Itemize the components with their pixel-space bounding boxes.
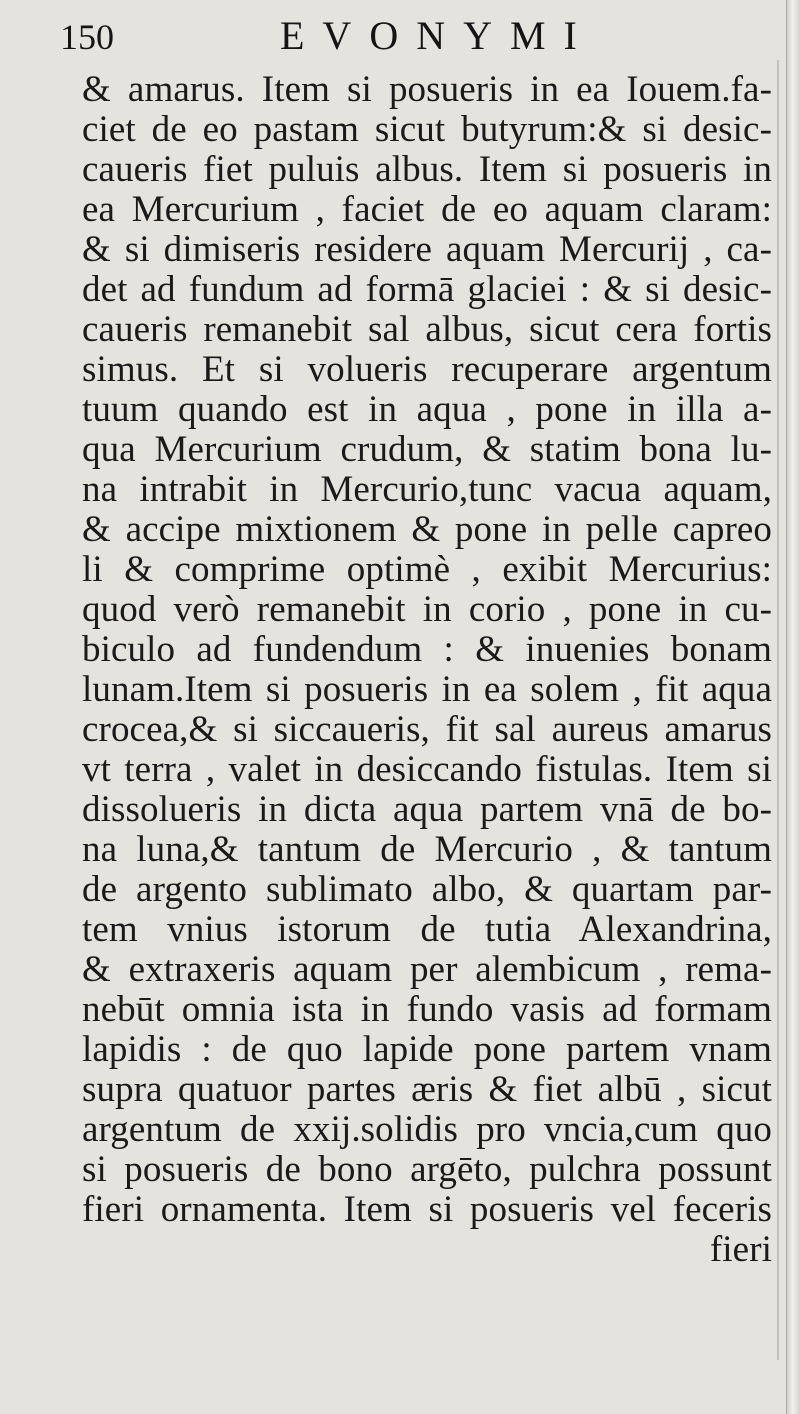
bleed-through-marks	[777, 60, 787, 1360]
text-line: de argento sublimato albo, & quartam par-	[82, 869, 772, 910]
text-line: lunam.Item si posueris in ea solem , fit aqua	[82, 669, 772, 710]
text-line: si posueris de bono argēto, pulchra possunt	[82, 1149, 772, 1190]
page-edge	[786, 0, 800, 1414]
running-head: EVONYMI	[280, 13, 595, 58]
text-line: supra quatuor partes æris & fiet albū , sicut	[82, 1069, 772, 1110]
text-line: dissolueris in dicta aqua partem vnā de bo-	[82, 789, 772, 830]
text-line: tuum quando est in aqua , pone in illa a-	[82, 389, 772, 430]
text-line: nebūt omnia ista in fundo vasis ad formam	[82, 989, 772, 1030]
catchword: fieri	[709, 1229, 772, 1270]
body-text	[82, 70, 772, 1270]
text-line: vt terra , valet in desiccando fistulas. Item si	[82, 749, 772, 790]
text-line: det ad fundum ad formā glaciei : & si desic-	[82, 269, 772, 310]
text-line: biculo ad fundendum : & inuenies bonam	[82, 629, 772, 670]
text-line: tem vnius istorum de tutia Alexandrina,	[82, 909, 772, 950]
text-line: crocea,& si siccaueris, fit sal aureus amarus	[82, 709, 772, 750]
text-line: fieri ornamenta. Item si posueris vel feceris	[82, 1189, 772, 1230]
text-line: lapidis : de quo lapide pone partem vnam	[82, 1029, 772, 1070]
page-number: 150	[60, 17, 114, 57]
text-line: qua Mercurium crudum, & statim bona lu-	[82, 429, 772, 470]
text-line: ea Mercurium , faciet de eo aquam claram:	[82, 189, 772, 230]
text-line: na intrabit in Mercurio,tunc vacua aquam,	[82, 469, 772, 510]
text-line: na luna,& tantum de Mercurio , & tantum	[82, 829, 772, 870]
text-line: li & comprime optimè , exibit Mercurius:	[82, 549, 772, 590]
text-line: ciet de eo pastam sicut butyrum:& si desic-	[82, 109, 772, 150]
text-line: & amarus. Item si posueris in ea Iouem.fa-	[82, 69, 772, 110]
text-line: & si dimiseris residere aquam Mercurij , ca-	[82, 229, 772, 270]
text-line: & extraxeris aquam per alembicum , rema-	[82, 949, 772, 990]
text-line: caueris remanebit sal albus, sicut cera fortis	[82, 309, 772, 350]
page-header	[60, 12, 760, 72]
text-line: & accipe mixtionem & pone in pelle capreo	[82, 509, 772, 550]
text-line: argentum de xxij.solidis pro vncia,cum quo	[82, 1109, 772, 1150]
text-line: simus. Et si volueris recuperare argentum	[82, 349, 772, 390]
text-line: caueris fiet puluis albus. Item si posueris in	[82, 149, 772, 190]
text-line: quod verò remanebit in corio , pone in cu-	[82, 589, 772, 630]
